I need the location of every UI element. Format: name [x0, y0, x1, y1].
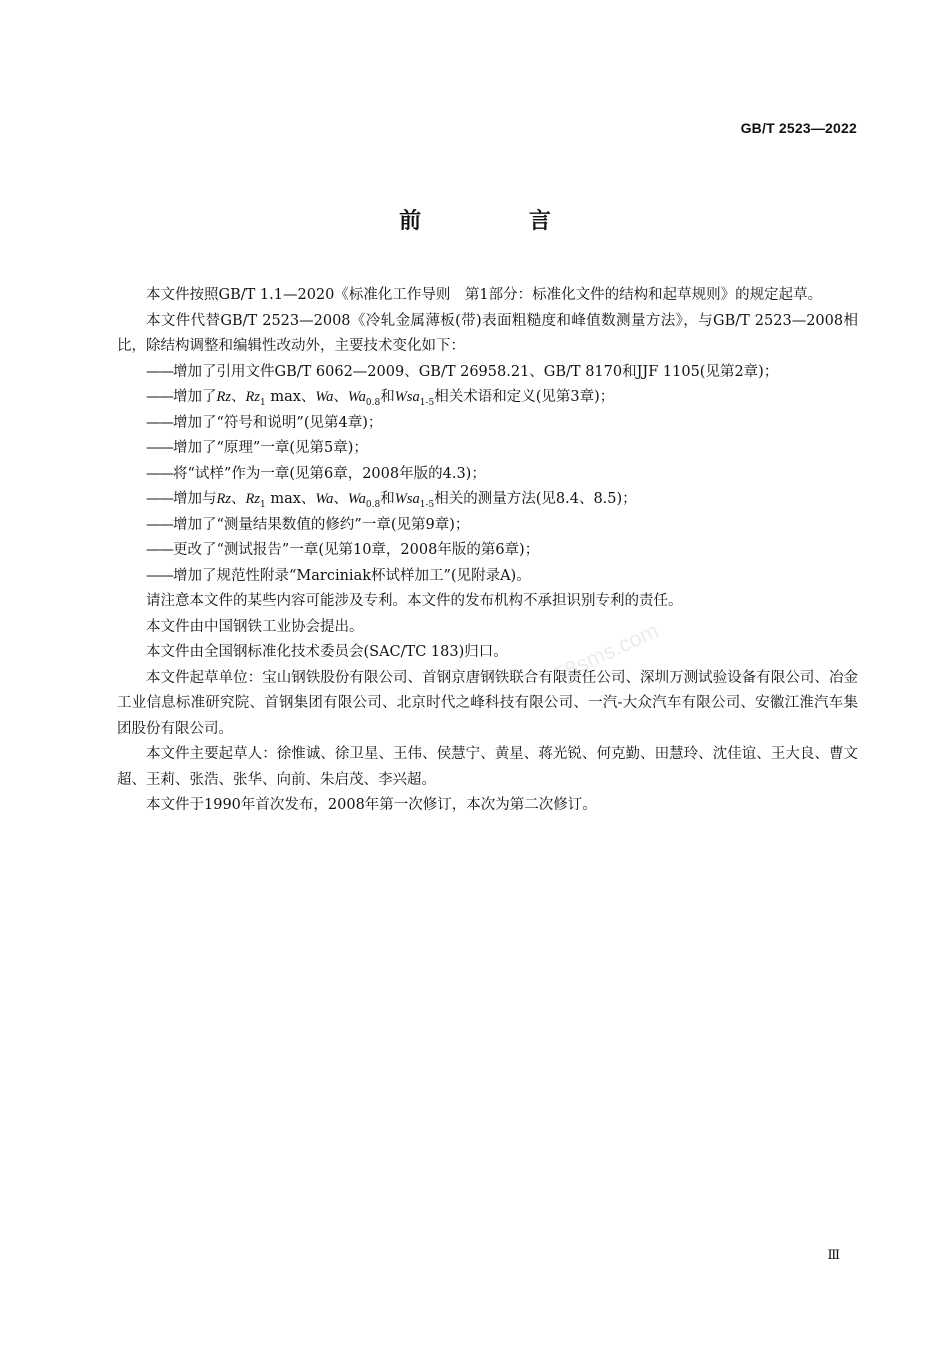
standard-number: GB/T 2523—2022 — [740, 120, 857, 136]
change-item-3: ——增加了“符号和说明”(见第4章)； — [146, 414, 383, 431]
change-item-8: ——更改了“测试报告”一章(见第10章，2008年版的第6章)； — [146, 542, 540, 558]
foreword-body — [117, 283, 858, 819]
paragraph-managed-by: 本文件由全国钢标准化技术委员会(SAC/TC 183)归口。 — [146, 644, 508, 660]
page-title: 前 言 — [399, 209, 601, 234]
paragraph-drafting-rules: 本文件按照GB/T 1.1—2020《标准化工作导则 第1部分：标准化文件的结构和起草规则》的规定起草。 — [146, 287, 823, 303]
page-number: Ⅲ — [827, 1247, 840, 1262]
change-item-9: ——增加了规范性附录“Marciniak杯试样加工”(见附录A)。 — [146, 567, 531, 584]
paragraph-replacement: 本文件代替GB/T 2523—2008《冷轧金属薄板(带)表面粗糙度和峰值数测量方法》，与GB/T 2523—2008相比，除结构调整和编辑性改动外，主要技术变化如下： — [117, 312, 858, 354]
change-item-2: ——增加了Rz、$Rz_1$ max、Wa、$Wa_{0.8}$和Wsa$_{1-5}$相关术语和定义(见第3章)； — [146, 389, 615, 408]
paragraph-drafting-units: 本文件起草单位：宝山钢铁股份有限公司、首钢京唐钢铁联合有限责任公司、深圳万测试验设备有限公司、冶金工业信息标准研究院、首钢集团有限公司、北京时代之峰科技有限公司、一汽-大众汽车有限公司、安徽江淮汽车集团股份有限公司。 — [117, 669, 858, 737]
paragraph-proposed-by: 本文件由中国钢铁工业协会提出。 — [146, 618, 364, 635]
change-item-4: ——增加了“原理”一章(见第5章)； — [146, 440, 368, 456]
paragraph-history: 本文件于1990年首次发布，2008年第一次修订，本次为第二次修订。 — [146, 797, 597, 813]
change-item-1: ——增加了引用文件GB/T 6062—2009、GB/T 26958.21、GB/T 8170和JJF 1105(见第2章)； — [146, 363, 779, 380]
change-item-5: ——将“试样”作为一章(见第6章，2008年版的4.3)； — [146, 465, 486, 482]
change-item-7: ——增加了“测量结果数值的修约”一章(见第9章)； — [146, 516, 470, 533]
paragraph-drafters: 本文件主要起草人：徐惟诚、徐卫星、王伟、侯慧宁、黄星、蒋光锐、何克勤、田慧玲、沈佳谊、王大良、曹文超、王莉、张浩、张华、向前、朱启茂、李兴超。 — [117, 746, 858, 788]
change-item-6: ——增加与Rz、$Rz_1$ max、Wa、$Wa_{0.8}$和Wsa$_{1-5}$相关的测量方法(见8.4、8.5)； — [146, 491, 637, 510]
watermark: 58sms.com — [549, 617, 663, 688]
paragraph-patent-notice: 请注意本文件的某些内容可能涉及专利。本文件的发布机构不承担识别专利的责任。 — [146, 593, 683, 609]
